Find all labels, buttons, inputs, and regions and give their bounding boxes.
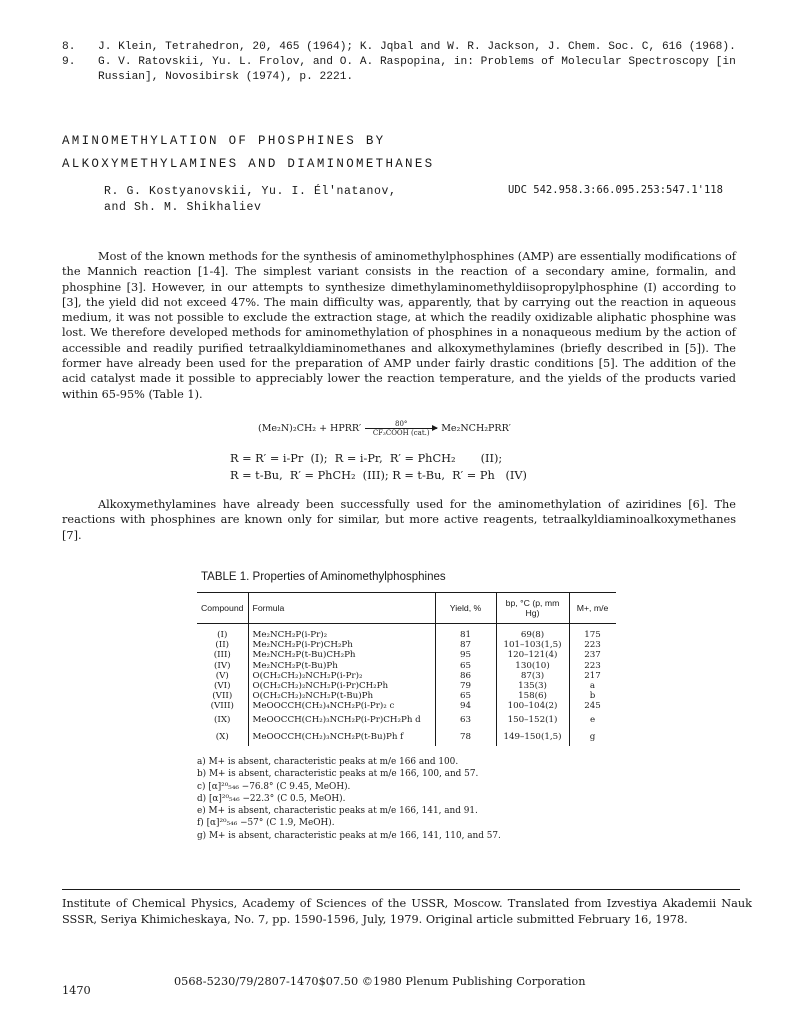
cell-mass: 245 [584, 701, 601, 712]
paragraph-text: Alkoxymethylamines have already been successfully used for the aminomethylation of aziridines [6]. The reactions with phosphines are known only for similar, but more active reagents, tetraalkyldiaminoalkoxymethanes [7]. [62, 498, 736, 542]
table-row [197, 729, 616, 746]
definition-line: R = R′ = i-Pr (I); R = i-Pr, R′ = PhCH₂ (II); [230, 452, 503, 465]
reaction-equation [258, 420, 511, 437]
reference-item [62, 40, 752, 55]
arrow-icon [365, 428, 437, 429]
reference-list [62, 40, 752, 85]
cell-yield: 86 [435, 671, 496, 681]
body-paragraph [62, 249, 736, 402]
cell-mass: b [589, 691, 596, 702]
author-line: R. G. Kostyanovskii, Yu. I. Él'natanov, [104, 185, 397, 198]
cell-formula: Me₂NCH₂P(t-Bu)Ph [248, 661, 435, 671]
cell-formula: MeOOCCH(CH₂)₃NCH₂P(t-Bu)Ph f [248, 729, 435, 746]
table-row [197, 661, 616, 671]
title-line: AMINOMETHYLATION OF PHOSPHINES BY [62, 134, 386, 148]
footnote: g) M+ is absent, characteristic peaks at m/e 166, 141, 110, and 57. [197, 830, 501, 841]
cell-mass: 223 [584, 660, 601, 671]
footnote: f) [α]²⁰₅₄₆ −57° (C 1.9, MeOH). [197, 818, 335, 829]
cell-compound: (IV) [197, 661, 248, 671]
cell-mass: a [589, 681, 596, 692]
table-row [197, 650, 616, 660]
cell-yield: 81 [435, 624, 496, 641]
copyright-line: 0568-5230/79/2807-1470$07.50 ©1980 Plenum Publishing Corporation [174, 975, 586, 988]
cell-bp: 120–121(4) [496, 650, 569, 660]
affiliation-note: Institute of Chemical Physics, Academy of Sciences of the USSR, Moscow. Translated from Izvestiya Akademii Nauk SSSR, Seriya Khimicheskaya, No. 7, pp. 1590-1596, July, 1979. Original article submitted February 16, 1978. [62, 897, 752, 926]
cell-bp: 87(3) [496, 671, 569, 681]
cell-bp: 101–103(1,5) [496, 640, 569, 650]
table-row [197, 671, 616, 681]
properties-table [197, 592, 616, 746]
cell-bp: 135(3) [496, 681, 569, 691]
cell-yield: 94 [435, 701, 496, 711]
cell-yield: 79 [435, 681, 496, 691]
article-title [62, 130, 434, 176]
table-footnotes [197, 756, 501, 842]
cell-compound: (VI) [197, 681, 248, 691]
title-line: ALKOXYMETHYLAMINES AND DIAMINOMETHANES [62, 157, 435, 171]
footnote: b) M+ is absent, characteristic peaks at m/e 166, 100, and 57. [197, 769, 479, 780]
cell-yield: 95 [435, 650, 496, 660]
table-caption: TABLE 1. Properties of Aminomethylphosphines [201, 571, 446, 583]
reaction-catalyst: CF₃COOH (cat.) [372, 429, 430, 437]
cell-formula: Me₂NCH₂P(i-Pr)CH₂Ph [248, 640, 435, 650]
reaction-arrow [365, 420, 437, 437]
reactants: (Me₂N)₂CH₂ + HPRR′ [258, 423, 362, 434]
reference-text: J. Klein, Tetrahedron, 20, 465 (1964); K. Jqbal and W. R. Jackson, J. Chem. Soc. C, 616 (1968). [98, 41, 736, 53]
footnote: a) M+ is absent, characteristic peaks at m/e 166 and 100. [197, 757, 459, 767]
header-compound: Compound [197, 593, 248, 624]
cell-bp: 130(10) [496, 661, 569, 671]
cell-mass: 223 [584, 640, 601, 651]
udc-code: UDC 542.958.3:66.095.253:547.1'118 [508, 184, 723, 196]
cell-compound: (IX) [197, 712, 248, 729]
cell-formula: MeOOCCH(CH₂)₃NCH₂P(i-Pr)CH₂Ph d [248, 712, 435, 729]
author-line: and Sh. M. Shikhaliev [104, 201, 262, 214]
cell-mass: 175 [584, 630, 601, 640]
paragraph-text: Most of the known methods for the synthesis of aminomethylphosphines (AMP) are essentially modifications of the Mannich reaction [1-4]. The simplest variant consists in the reaction of a secondary amine, formalin, and phosphine [3]. However, in our attempts to synthesize dimethylaminomethyldiisopropylphosphine (I) according to [3], the yield did not exceed 47%. The main difficulty was, apparently, that by carrying out the reaction in aqueous medium, it was not possible to exclude the extraction stage, at which the readily oxidizable aliphatic phosphine was lost. We therefore developed methods for aminomethylation of phosphines in a nonaqueous medium by the action of accessible and readily purified tetraalkyldiaminomethanes and alkoxymethylamines (briefly described in [5]). The former have already been used for the preparation of AMP under fairly drastic conditions [5]. The addition of the acid catalyst made it possible to appreciably lower the reaction temperature, and the yields of the products varied within 65-95% (Table 1). [62, 250, 736, 401]
cell-yield: 65 [435, 691, 496, 701]
cell-bp: 69(8) [496, 624, 569, 641]
cell-mass: g [589, 731, 596, 742]
reference-item [62, 55, 752, 85]
cell-formula: MeOOCCH(CH₂)₄NCH₂P(i-Pr)₂ c [248, 701, 435, 711]
footnote: d) [α]²⁰₅₄₆ −22.3° (C 0.5, MeOH). [197, 793, 346, 804]
reaction-temperature: 80° [394, 420, 408, 428]
cell-yield: 78 [435, 729, 496, 746]
cell-yield: 63 [435, 712, 496, 729]
table-row [197, 624, 616, 641]
cell-compound: (X) [197, 729, 248, 746]
cell-bp: 150–152(1) [496, 712, 569, 729]
table-row [197, 691, 616, 701]
table-row [197, 640, 616, 650]
table-row [197, 701, 616, 711]
author-list [104, 184, 397, 216]
substituent-definitions [230, 450, 527, 484]
cell-mass: e [589, 714, 596, 725]
cell-compound: (VII) [197, 691, 248, 701]
reference-number: 9. [62, 56, 76, 68]
footnote: c) [α]²⁰₅₄₆ −76.8° (C 9.45, MeOH). [197, 781, 351, 792]
footnote: e) M+ is absent, characteristic peaks at m/e 166, 141, and 91. [197, 806, 478, 817]
footer-divider [62, 889, 740, 890]
cell-compound: (VIII) [197, 701, 248, 711]
reference-text: G. V. Ratovskii, Yu. L. Frolov, and O. A. Raspopina, in: Problems of Molecular Spectroscopy [in Russian], Novosibirsk (1974), p. 2221. [98, 56, 736, 83]
page-number: 1470 [62, 984, 91, 997]
definition-line: R = t-Bu, R′ = PhCH₂ (III); R = t-Bu, R′ = Ph (IV) [230, 469, 527, 482]
cell-compound: (II) [197, 640, 248, 650]
table-header-row [197, 593, 616, 624]
header-bp: bp, °C (p, mm Hg) [496, 593, 569, 624]
cell-mass: 237 [584, 650, 601, 661]
header-yield: Yield, % [435, 593, 496, 624]
body-paragraph [62, 497, 736, 543]
reaction-product: Me₂NCH₂PRR′ [441, 423, 511, 434]
cell-yield: 87 [435, 640, 496, 650]
cell-mass: 217 [584, 670, 601, 681]
cell-bp: 158(6) [496, 691, 569, 701]
cell-compound: (I) [197, 624, 248, 641]
cell-bp: 100–104(2) [496, 701, 569, 711]
cell-compound: (V) [197, 671, 248, 681]
table-row [197, 712, 616, 729]
header-formula: Formula [248, 593, 435, 624]
header-mass: M+, m/e [569, 593, 616, 624]
cell-bp: 149–150(1,5) [496, 729, 569, 746]
cell-formula: O(CH₂CH₂)₂NCH₂P(i-Pr)₂ [248, 671, 435, 681]
cell-formula: Me₂NCH₂P(t-Bu)CH₂Ph [248, 650, 435, 660]
cell-yield: 65 [435, 661, 496, 671]
cell-formula: Me₂NCH₂P(i-Pr)₂ [248, 624, 435, 641]
cell-compound: (III) [197, 650, 248, 660]
cell-formula: O(CH₂CH₂)₂NCH₂P(i-Pr)CH₂Ph [248, 681, 435, 691]
table-row [197, 681, 616, 691]
cell-formula: O(CH₂CH₂)₂NCH₂P(t-Bu)Ph [248, 691, 435, 701]
reference-number: 8. [62, 41, 76, 53]
